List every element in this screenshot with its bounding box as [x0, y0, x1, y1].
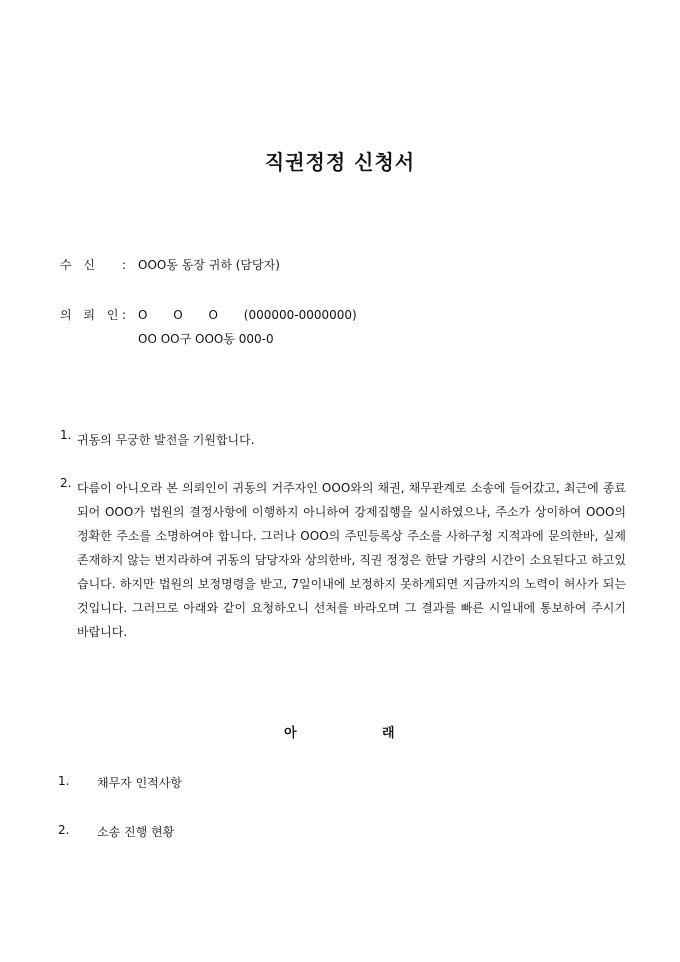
paragraph-1-text: 귀동의 무궁한 발전을 기원합니다.: [77, 433, 255, 447]
paragraph-1-number: 1.: [60, 428, 72, 442]
recipient-colon: :: [122, 258, 127, 272]
section-heading-right: 래: [382, 726, 395, 741]
list-item-text: 소송 진행 현황: [97, 825, 175, 839]
paragraph-2-text: 다름이 아니오라 본 의뢰인이 귀동의 거주자인 OOO와의 채권, 채무관계로 소송에 들어갔고, 최근에 종료되어 OOO가 법원의 결정사항에 이행하지 아니하여 강제집행을 실시하였으나, 주소가 상이하여 OOO의 정확한 주소를 소명하여야 합니다. 그러나 OOO의 주민등록상 주소를 사하구청 지적과에 문의한바, 실제 존재하지 않는 번지라하여 귀동의 담당자와 상의한바, 직권 정정은 한달 가량의 시간이 소요된다고 하고있습니다. 하지만 법원의 보정명령을 받고, 7일이내에 보정하지 못하게되면 지금까지의 노력이 허사가 되는 것입니다. 그러므로 아래와 같이 요청하오니 선처를 바라오며 그 결과를 빠른 시일내에 통보하여 주시기 바랍니다.: [77, 481, 626, 639]
requester-address: OO OO구 OOO동 000-0: [138, 332, 274, 346]
list-item-text: 채무자 인적사항: [97, 776, 182, 790]
requester-colon: :: [122, 308, 127, 322]
section-heading-left: 아: [284, 726, 297, 741]
section-heading: [0, 722, 680, 742]
list-item-number: 2.: [58, 823, 70, 837]
paragraph-2: [60, 476, 626, 644]
paragraph-2-number: 2.: [60, 476, 72, 490]
recipient-value: OOO동 동장 귀하 (담당자): [138, 258, 280, 272]
requester-name: O O O (000000-0000000): [138, 308, 357, 322]
recipient-line: [60, 256, 280, 273]
list-item-number: 1.: [58, 774, 70, 788]
paragraph-1: [60, 428, 626, 452]
requester-label: 의 뢰 인: [60, 308, 123, 322]
document-title: 직권정정 신청서: [264, 150, 416, 174]
recipient-label: 수 신: [60, 258, 99, 272]
requester-line: [60, 306, 357, 323]
